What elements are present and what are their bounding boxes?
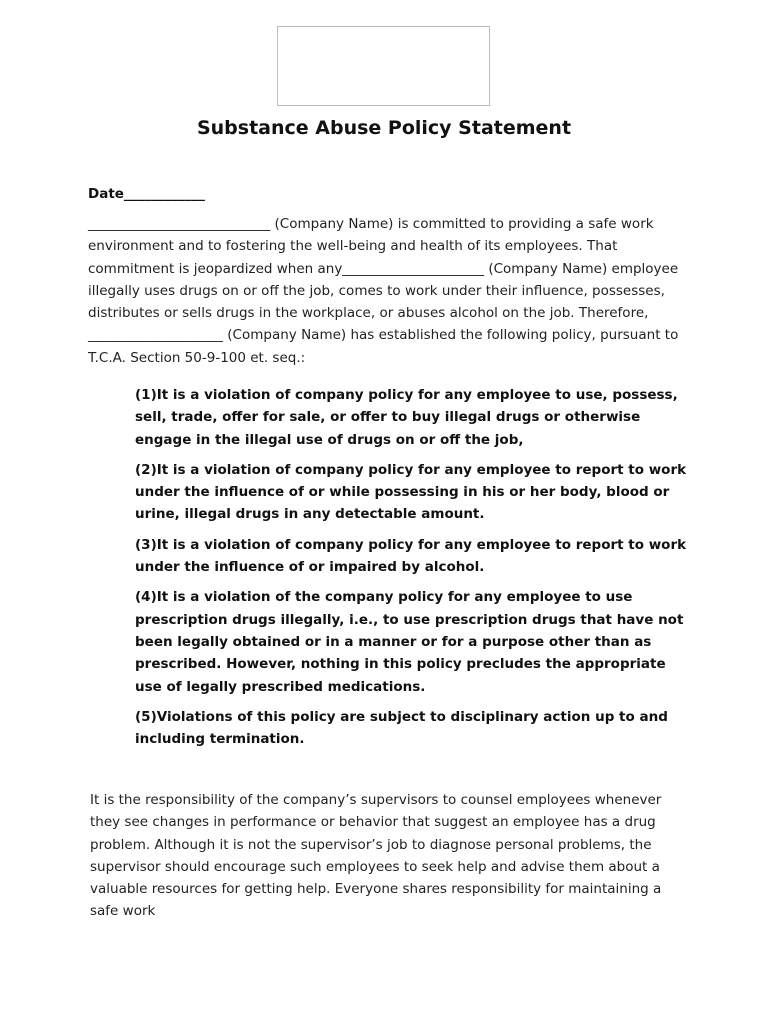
logo-placeholder [277, 26, 490, 106]
date-field: Date____________ [88, 186, 205, 202]
document-title: Substance Abuse Policy Statement [196, 117, 572, 139]
closing-paragraph: It is the responsibility of the company’s supervisors to counsel employees whenever they see changes in performance or behavior that suggest an employee has a drug problem. Although it is not the supervisor’s job to diagnose personal problems, the supervisor should encourage such employees to seek help and advise them about a valuable resources for getting help. Everyone shares responsibility for maintaining a safe work [90, 792, 662, 920]
policy-item: (5)Violations of this policy are subject to disciplinary action up to and including termination. [135, 708, 668, 748]
policy-item: (1)It is a violation of company policy for any employee to use, possess, sell, trade, offer for sale, or offer to buy illegal drugs or otherwise engage in the illegal use of drugs on or off the job, [135, 387, 678, 448]
policy-list [135, 384, 695, 758]
policy-item: (2)It is a violation of company policy for any employee to report to work under the influence of or while possessing in his or her body, blood or urine, illegal drugs in any detectable amount. [135, 461, 687, 523]
policy-item: (3)It is a violation of company policy for any employee to report to work under the influence of or impaired by alcohol. [135, 536, 687, 576]
policy-item: (4)It is a violation of the company policy for any employee to use prescription drugs illegally, i.e., to use prescription drugs that have not been legally obtained or in a manner or for a purpose other than as prescribed. However, nothing in this policy precludes the appropriate use of legally prescribed medications. [135, 589, 684, 695]
intro-paragraph: ___________________________ (Company Name) is committed to providing a safe work environment and to fostering the well-being and health of its employees. That commitment is jeopardized when any_____________________ (Company Name) employee illegally uses drugs on or off the job, comes to work under their influence, possesses, distributes or sells drugs in the workplace, or abuses alcohol on the job. Therefore, ____________________ (Company Name) has established the following policy, pursuant to T.C.A. Section 50-9-100 et. seq.: [88, 216, 679, 366]
